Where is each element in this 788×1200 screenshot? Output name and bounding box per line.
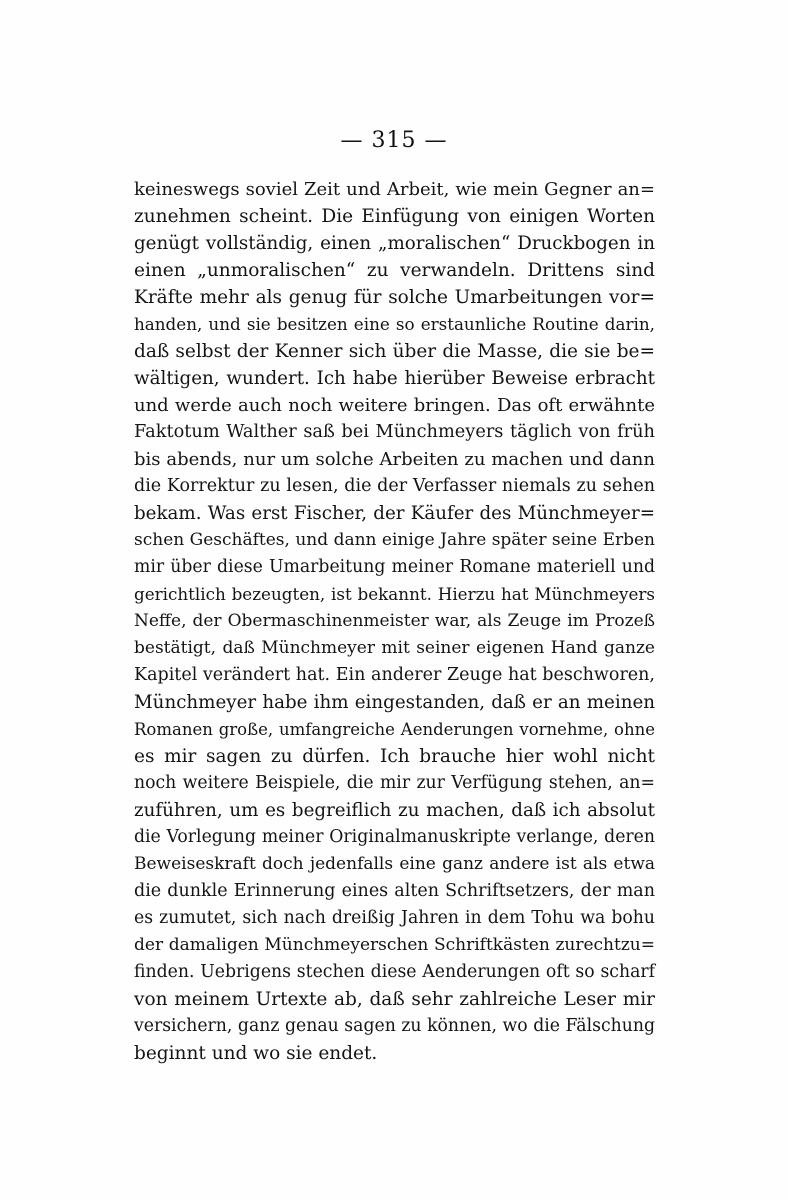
text-line: einen „unmoralischen“ zu verwandeln. Drittens sind bbox=[134, 260, 655, 281]
body-text bbox=[134, 176, 655, 1067]
text-line: daß selbst der Kenner sich über die Masse, die sie be= bbox=[134, 341, 655, 362]
text-line: mir über diese Umarbeitung meiner Romane materiell und bbox=[134, 557, 655, 577]
text-line: bis abends, nur um solche Arbeiten zu machen und dann bbox=[134, 449, 655, 470]
text-line: Kräfte mehr als genug für solche Umarbeitungen vor= bbox=[134, 287, 655, 308]
text-line: es mir sagen zu dürfen. Ich brauche hier wohl nicht bbox=[134, 746, 655, 767]
text-line: Faktotum Walther saß bei Münchmeyers täglich von früh bbox=[134, 422, 655, 442]
text-line: wältigen, wundert. Ich habe hierüber Beweise erbracht bbox=[134, 368, 655, 389]
text-line: bestätigt, daß Münchmeyer mit seiner eigenen Hand ganze bbox=[134, 638, 655, 658]
text-line: bekam. Was erst Fischer, der Käufer des Münchmeyer= bbox=[134, 503, 655, 524]
text-line: zuführen, um es begreiflich zu machen, daß ich absolut bbox=[134, 800, 655, 821]
text-line: keineswegs soviel Zeit und Arbeit, wie mein Gegner an= bbox=[134, 179, 655, 200]
text-line: noch weitere Beispiele, die mir zur Verfügung stehen, an= bbox=[134, 773, 655, 793]
text-line: handen, und sie besitzen eine so erstaunliche Routine darin, bbox=[134, 314, 655, 334]
text-line: es zumutet, sich nach dreißig Jahren in dem Tohu wa bohu bbox=[134, 908, 655, 928]
text-line: Romanen große, umfangreiche Aenderungen vornehme, ohne bbox=[134, 720, 655, 739]
text-line: von meinem Urtexte ab, daß sehr zahlreiche Leser mir bbox=[134, 989, 655, 1010]
text-line: beginnt und wo sie endet. bbox=[134, 1043, 378, 1064]
text-line: zunehmen scheint. Die Einfügung von einigen Worten bbox=[134, 206, 655, 227]
text-line: der damaligen Münchmeyerschen Schriftkästen zurechtzu= bbox=[134, 935, 655, 955]
text-line: genügt vollständig, einen „moralischen“ Druckbogen in bbox=[134, 233, 655, 254]
text-line: versichern, ganz genau sagen zu können, wo die Fälschung bbox=[134, 1016, 655, 1036]
text-line: schen Geschäftes, und dann einige Jahre später seine Erben bbox=[134, 530, 655, 550]
text-line: und werde auch noch weitere bringen. Das oft erwähnte bbox=[134, 395, 655, 416]
text-line: die Korrektur zu lesen, die der Verfasser niemals zu sehen bbox=[134, 476, 655, 496]
text-line: gerichtlich bezeugten, ist bekannt. Hierzu hat Münchmeyers bbox=[134, 584, 655, 604]
text-line: Beweiseskraft doch jedenfalls eine ganz andere ist als etwa bbox=[134, 854, 655, 874]
text-line: Kapitel verändert hat. Ein anderer Zeuge hat beschworen, bbox=[134, 665, 655, 685]
text-line: Münchmeyer habe ihm eingestanden, daß er an meinen bbox=[134, 692, 655, 713]
text-line: finden. Uebrigens stechen diese Aenderungen oft so scharf bbox=[134, 962, 655, 982]
text-line: Neffe, der Obermaschinenmeister war, als Zeuge im Prozeß bbox=[134, 611, 655, 631]
page-number: — 315 — bbox=[340, 128, 448, 153]
text-line: die Vorlegung meiner Originalmanuskripte verlange, deren bbox=[134, 827, 655, 847]
text-line: die dunkle Erinnerung eines alten Schriftsetzers, der man bbox=[134, 881, 655, 901]
